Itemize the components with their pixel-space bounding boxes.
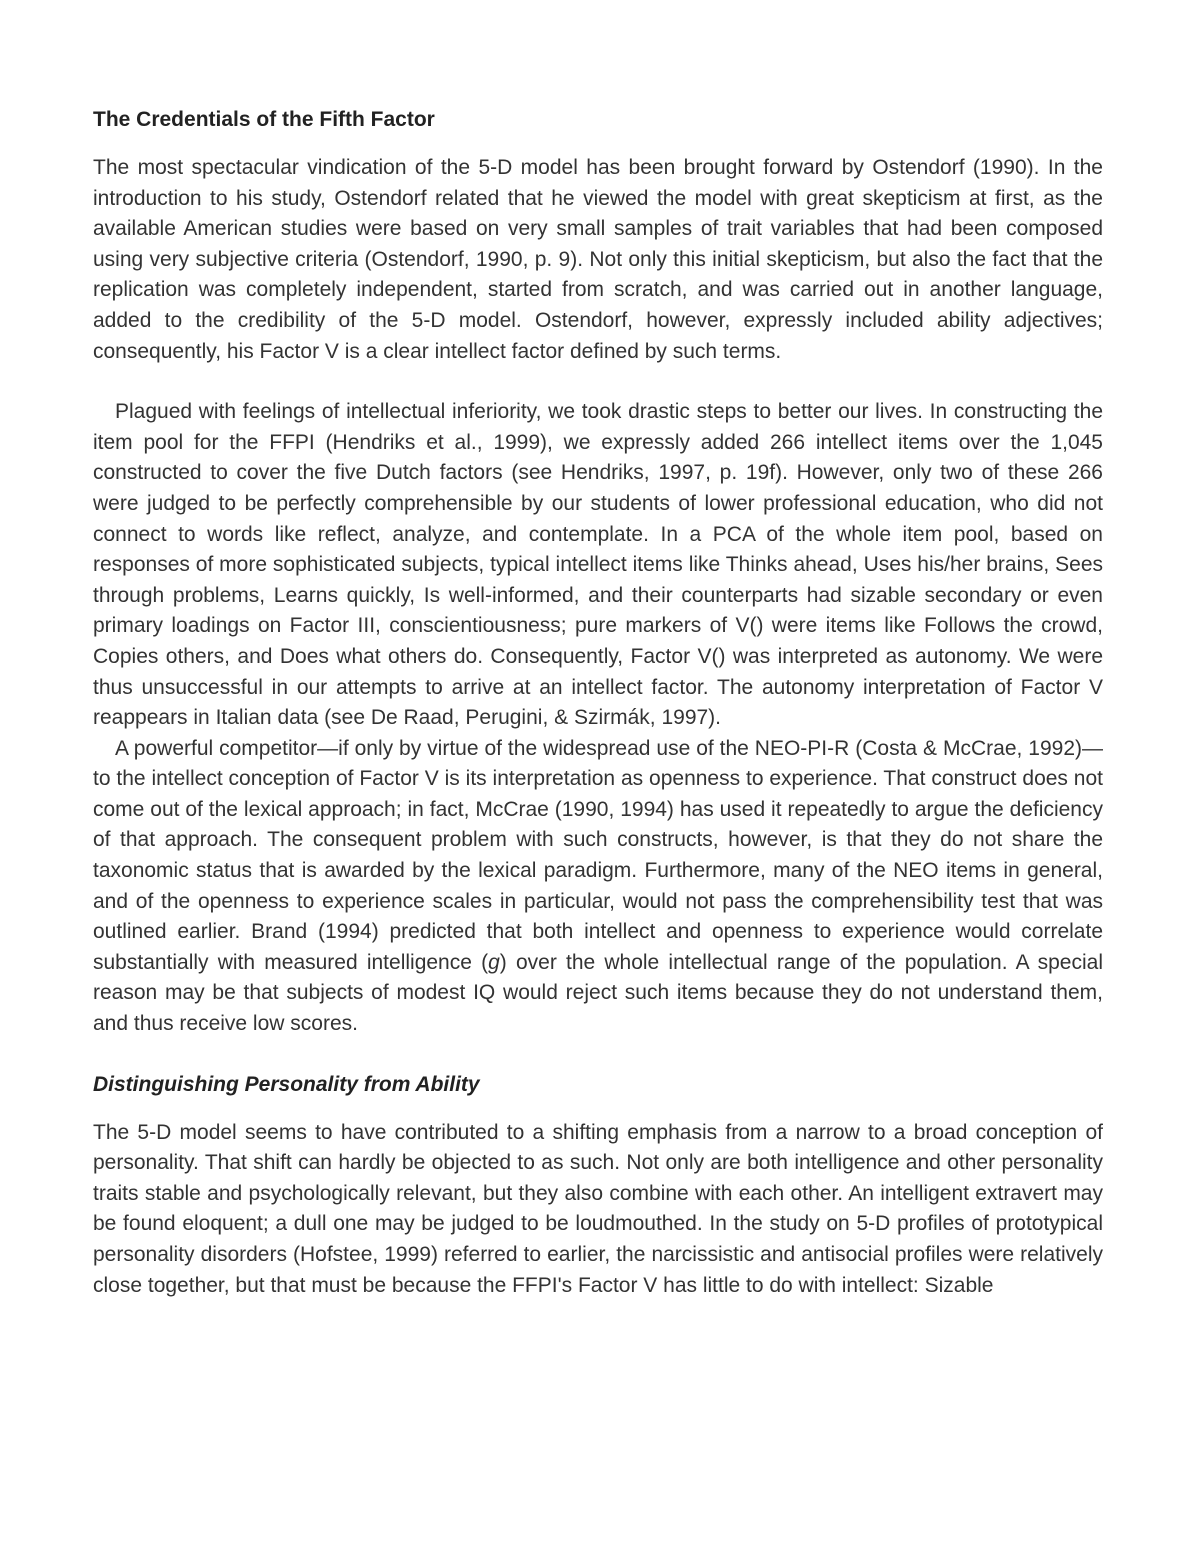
paragraph-five-d-broad: The 5-D model seems to have contributed to a shifting emphasis from a narrow to a broad conception of personality. That shift can hardly be objected to as such. Not only are both intelligence and other personality traits stable and psychologically relevant, but they also combine with each other. An intelligent extravert may be found eloquent; a dull one may be judged to be loudmouthed. In the study on 5-D profiles of prototypical personality disorders (Hofstee, 1999) referred to earlier, the narcissistic and antisocial profiles were relatively close together, but that must be because the FFPI's Factor V has little to do with intellect: Sizable [93, 1120, 1103, 1297]
intelligence-symbol-g: g [488, 950, 500, 974]
paragraph-ostendorf: The most spectacular vindication of the 5-D model has been brought forward by Ostendorf (1990). In the introduction to his study, Ostendorf related that he viewed the model with great skepticism at first, as the available American studies were based on very small samples of trait variables that had been composed using very subjective criteria (Ostendorf, 1990, p. 9). Not only this initial skepticism, but also the fact that the replication was completely independent, started from scratch, and was carried out in another language, added to the credibility of the 5-D model. Ostendorf, however, expressly included ability adjectives; consequently, his Factor V is a clear intellect factor defined by such terms. [93, 156, 1103, 363]
paragraph-neo-text-a: A powerful competitor—if only by virtue of the widespread use of the NEO-PI-R (Costa & McCrae, 1992)—to the intellect conception of Factor V is its interpretation as openness to experience. That construct does not come out of the lexical approach; in fact, McCrae (1990, 1994) has used it repeatedly to argue the deficiency of that approach. The consequent problem with such constructs, however, is that they do not share the taxonomic status that is awarded by the lexical paradigm. Furthermore, many of the NEO items in general, and of the openness to experience scales in particular, would not pass the comprehensibility test that was outlined earlier. Brand (1994) predicted that both intellect and openness to experience would correlate substantially with measured intelligence ( [93, 736, 1103, 974]
document-page [93, 105, 1103, 1301]
paragraph-neo-text-b: ) over the whole intellectual range of the population. A special reason may be that subjects of modest IQ would reject such items because they do not understand them, and thus receive low scores. [93, 950, 1103, 1036]
section-heading-credentials: The Credentials of the Fifth Factor [93, 108, 435, 131]
paragraph-neo-openness [93, 734, 1103, 1040]
section-heading-distinguishing: Distinguishing Personality from Ability [93, 1072, 480, 1096]
paragraph-ffpi-item-pool: Plagued with feelings of intellectual inferiority, we took drastic steps to better our lives. In constructing the item pool for the FFPI (Hendriks et al., 1999), we expressly added 266 intellect items over the 1,045 constructed to cover the five Dutch factors (see Hendriks, 1997, p. 19f). However, only two of these 266 were judged to be perfectly comprehensible by our students of lower professional education, who did not connect to words like reflect, analyze, and contemplate. In a PCA of the whole item pool, based on responses of more sophisticated subjects, typical intellect items like Thinks ahead, Uses his/her brains, Sees through problems, Learns quickly, Is well-informed, and their counterparts had sizable secondary or even primary loadings on Factor III, conscientiousness; pure markers of V() were items like Follows the crowd, Copies others, and Does what others do. Consequently, Factor V() was interpreted as autonomy. We were thus unsuccessful in our attempts to arrive at an intellect factor. The autonomy interpretation of Factor V reappears in Italian data (see De Raad, Perugini, & Szirmák, 1997). [93, 400, 1103, 730]
